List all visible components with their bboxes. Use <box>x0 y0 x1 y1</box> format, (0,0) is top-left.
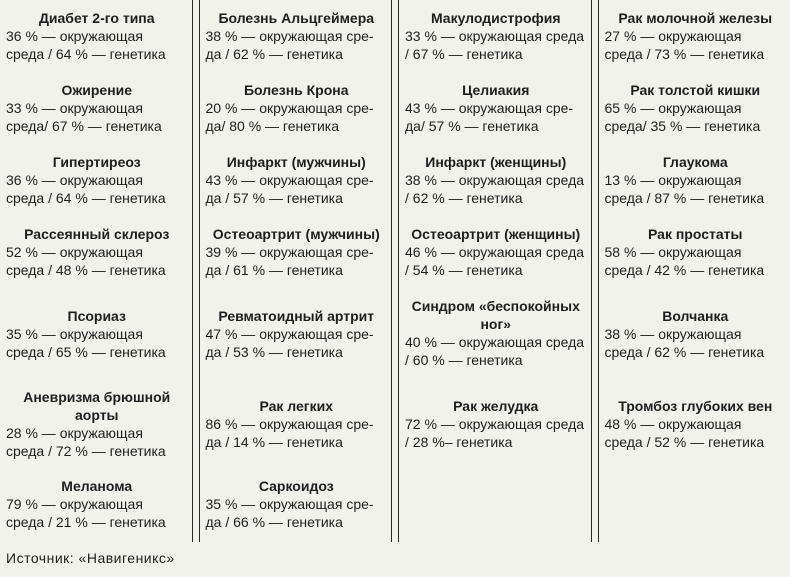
table-cell <box>0 153 192 207</box>
environment-share: 38 % — окружающая <box>604 326 742 342</box>
table-cell <box>200 477 392 531</box>
table-cell <box>200 81 392 135</box>
disease-title: Болезнь Альцгеймера <box>218 10 375 26</box>
environment-share: 13 % — окружающая <box>604 172 742 188</box>
genetics-share: да / 66 % — генетика <box>205 514 343 530</box>
environment-share: 36 % — окружающая <box>6 28 143 44</box>
genetics-share: / 67 % — генетика <box>405 46 523 62</box>
table-cell <box>399 297 591 369</box>
genetics-share: да/ 80 % — генетика <box>205 118 340 134</box>
table-cell <box>200 153 392 207</box>
table-cell <box>599 397 790 451</box>
environment-share: 38 % — окружающая среда <box>405 172 585 188</box>
table-cell <box>200 9 392 63</box>
table-cell <box>599 153 790 207</box>
genetics-share: среда / 21 % — генетика <box>6 514 166 530</box>
environment-share: 79 % — окружающая <box>6 496 143 512</box>
genetics-share: среда / 52 % — генетика <box>604 434 765 450</box>
genetics-share: среда / 64 % — генетика <box>6 190 166 206</box>
disease-title: Инфаркт (женщины) <box>425 154 567 170</box>
disease-title: Макулодистрофия <box>430 10 561 26</box>
table-cell <box>0 81 192 135</box>
disease-title: Рак простаты <box>648 226 743 242</box>
disease-title: Целиакия <box>462 82 530 98</box>
genetics-share: среда / 42 % — генетика <box>604 262 765 278</box>
source-note: Источник: «Навигеникс» <box>6 550 175 566</box>
disease-title: Меланома <box>61 478 133 494</box>
environment-share: 65 % — окружающая <box>604 100 742 116</box>
genetics-share: среда / 62 % — генетика <box>604 344 765 360</box>
genetics-share: / 60 % — генетика <box>405 352 523 368</box>
environment-share: 43 % — окружающая сре- <box>405 100 574 116</box>
table-cell <box>0 477 192 531</box>
table-cell <box>0 307 192 361</box>
table-cell <box>399 9 591 63</box>
table-cell <box>0 9 192 63</box>
genetics-share: / 28 %– генетика <box>405 434 513 450</box>
table-cell <box>599 307 790 361</box>
disease-title: Гипертиреоз <box>52 154 141 170</box>
genetics-share: да / 14 % — генетика <box>205 434 343 450</box>
disease-title: Остеоартрит (мужчины) <box>212 226 380 242</box>
table-cell <box>200 225 392 279</box>
table-cell <box>0 388 192 460</box>
genetics-share: среда/ 35 % — генетика <box>604 118 761 134</box>
environment-share: 33 % — окружающая среда <box>405 28 585 44</box>
genetics-share: среда / 65 % — генетика <box>6 344 166 360</box>
disease-title: Глаукома <box>662 154 728 170</box>
disease-title: Аневризма брюшной аорты <box>23 389 171 423</box>
genetics-share: среда / 73 % — генетика <box>604 46 765 62</box>
genetics-share: среда / 48 % — генетика <box>6 262 166 278</box>
environment-share: 58 % — окружающая <box>604 244 742 260</box>
table-cell <box>599 225 790 279</box>
disease-title: Псориаз <box>67 308 126 324</box>
genetics-share: да / 62 % — генетика <box>205 46 343 62</box>
environment-share: 47 % — окружающая сре- <box>205 326 374 342</box>
disease-title: Ревматоидный артрит <box>218 308 375 324</box>
environment-share: 35 % — окружающая сре- <box>205 496 374 512</box>
environment-share: 48 % — окружающая <box>604 416 742 432</box>
disease-title: Инфаркт (мужчины) <box>226 154 366 170</box>
environment-share: 38 % — окружающая сре- <box>205 28 374 44</box>
disease-title: Рассеянный склероз <box>24 226 170 242</box>
table-column-1 <box>0 0 193 542</box>
disease-title: Остеоартрит (женщины) <box>411 226 581 242</box>
table-cell <box>599 81 790 135</box>
disease-title: Болезнь Крона <box>243 82 349 98</box>
table-cell <box>200 397 392 451</box>
genetics-share: да / 61 % — генетика <box>205 262 343 278</box>
environment-share: 27 % — окружающая <box>604 28 742 44</box>
environment-share: 86 % — окружающая сре- <box>205 416 374 432</box>
genetics-share: среда / 72 % — генетика <box>6 443 166 459</box>
genetics-share: да / 53 % — генетика <box>205 344 343 360</box>
environment-share: 72 % — окружающая среда <box>405 416 585 432</box>
genetics-share: среда/ 67 % — генетика <box>6 118 162 134</box>
disease-title: Рак желудка <box>453 398 539 414</box>
environment-share: 20 % — окружающая сре- <box>205 100 374 116</box>
disease-title: Диабет 2-го типа <box>38 10 155 26</box>
environment-share: 35 % — окружающая <box>6 326 143 342</box>
environment-share: 36 % — окружающая <box>6 172 143 188</box>
environment-share: 46 % — окружающая среда <box>405 244 585 260</box>
disease-title: Ожирение <box>61 82 133 98</box>
table-cell <box>399 153 591 207</box>
table-column-3 <box>398 0 592 542</box>
environment-share: 28 % — окружающая <box>6 425 143 441</box>
environment-share: 52 % — окружающая <box>6 244 143 260</box>
table-cell <box>399 225 591 279</box>
table-cell <box>0 225 192 279</box>
environment-share: 33 % — окружающая <box>6 100 143 116</box>
environment-share: 43 % — окружающая сре- <box>205 172 374 188</box>
table-column-4 <box>598 0 790 542</box>
genetics-share: / 54 % — генетика <box>405 262 523 278</box>
environment-share: 40 % — окружающая среда <box>405 334 585 350</box>
disease-title: Саркоидоз <box>258 478 334 494</box>
genetics-share: да / 57 % — генетика <box>205 190 343 206</box>
genetics-share: среда / 64 % — генетика <box>6 46 166 62</box>
table-cell <box>200 307 392 361</box>
disease-title: Волчанка <box>662 308 729 324</box>
environment-share: 39 % — окружающая сре- <box>205 244 374 260</box>
disease-title: Рак молочной железы <box>618 10 773 26</box>
disease-title: Синдром «беспокойных ног» <box>411 298 580 332</box>
table-cell <box>599 9 790 63</box>
table-cell <box>399 81 591 135</box>
table-column-2 <box>199 0 393 542</box>
genetics-share: / 62 % — генетика <box>405 190 523 206</box>
table-cell <box>399 397 591 451</box>
genetics-share: среда / 87 % — генетика <box>604 190 765 206</box>
disease-title: Рак легких <box>259 398 334 414</box>
genetics-share: да/ 57 % — генетика <box>405 118 539 134</box>
disease-title: Рак толстой кишки <box>630 82 761 98</box>
disease-title: Тромбоз глубоких вен <box>618 398 773 414</box>
